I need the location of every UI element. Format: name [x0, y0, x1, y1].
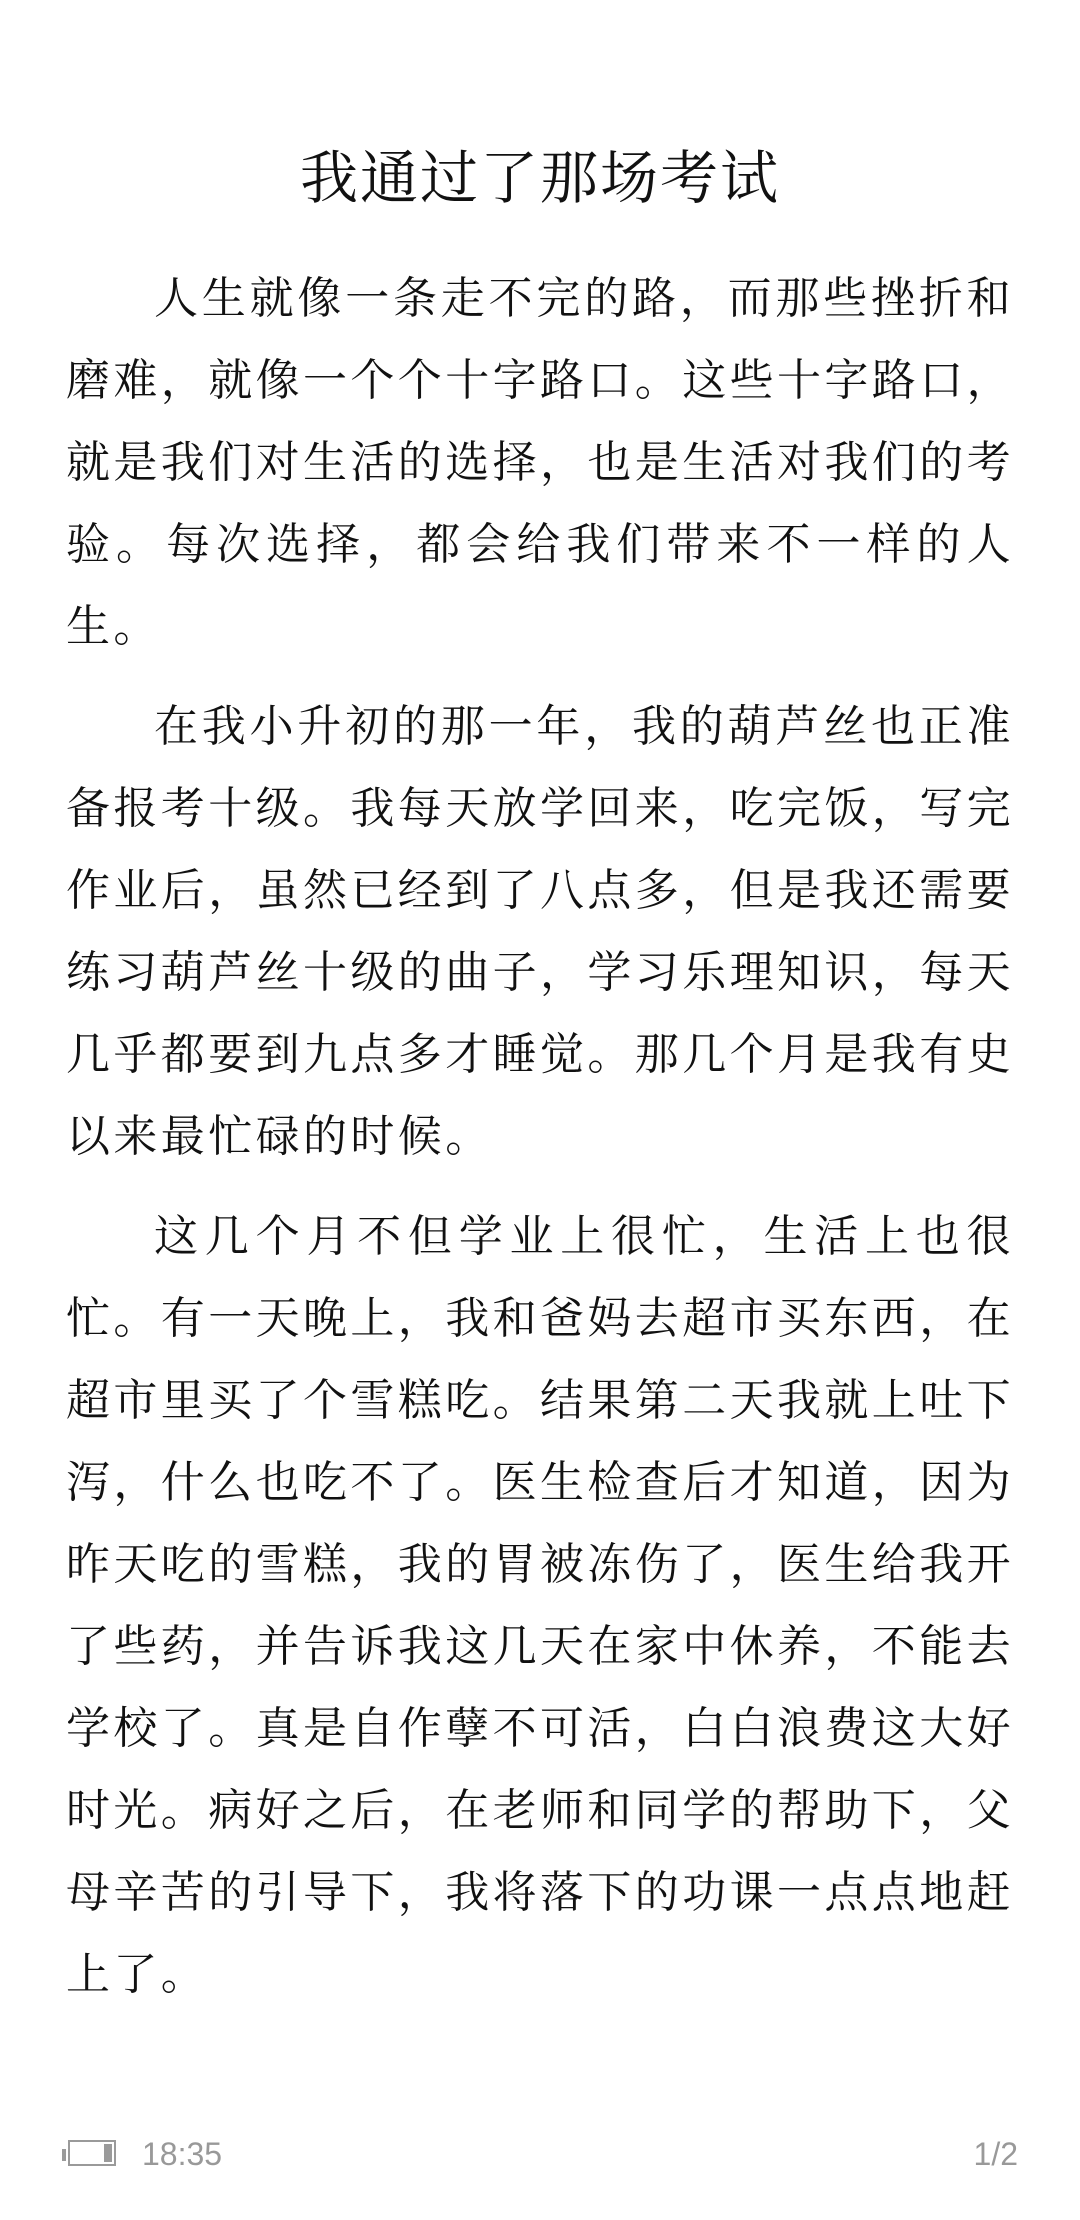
battery-nub — [62, 2149, 66, 2161]
page-indicator: 1/2 — [973, 2136, 1018, 2172]
chapter-title: 我通过了那场考试 — [299, 144, 780, 212]
battery-icon — [62, 2140, 122, 2170]
paragraph: 人生就像一条走不完的路，而那些挫折和磨难，就像一个个十字路口。这些十字路口，就是我们对生活的选择，也是生活对我们的考验。每次选择，都会给我们带来不一样的人生。 — [66, 273, 1014, 652]
battery-shell — [68, 2140, 116, 2166]
reader-footer — [0, 2130, 1080, 2180]
paragraph: 这几个月不但学业上很忙，生活上也很忙。有一天晚上，我和爸妈去超市买东西，在超市里买了个雪糕吃。结果第二天我就上吐下泻，什么也吃不了。医生检查后才知道，因为昨天吃的雪糕，我的胃被冻伤了，医生给我开了些药，并告诉我这几天在家中休养，不能去学校了。真是自作孽不可活，白白浪费这大好时光。病好之后，在老师和同学的帮助下，父母辛苦的引导下，我将落下的功课一点点地赶上了。 — [66, 1211, 1014, 2000]
paragraph: 在我小升初的那一年，我的葫芦丝也正准备报考十级。我每天放学回来，吃完饭，写完作业后，虽然已经到了八点多，但是我还需要练习葫芦丝十级的曲子，学习乐理知识，每天几乎都要到九点多才睡觉。那几个月是我有史以来最忙碌的时候。 — [66, 701, 1014, 1162]
battery-fill — [104, 2144, 112, 2162]
chapter-body[interactable] — [66, 258, 1014, 2034]
clock-time: 18:35 — [142, 2136, 223, 2172]
